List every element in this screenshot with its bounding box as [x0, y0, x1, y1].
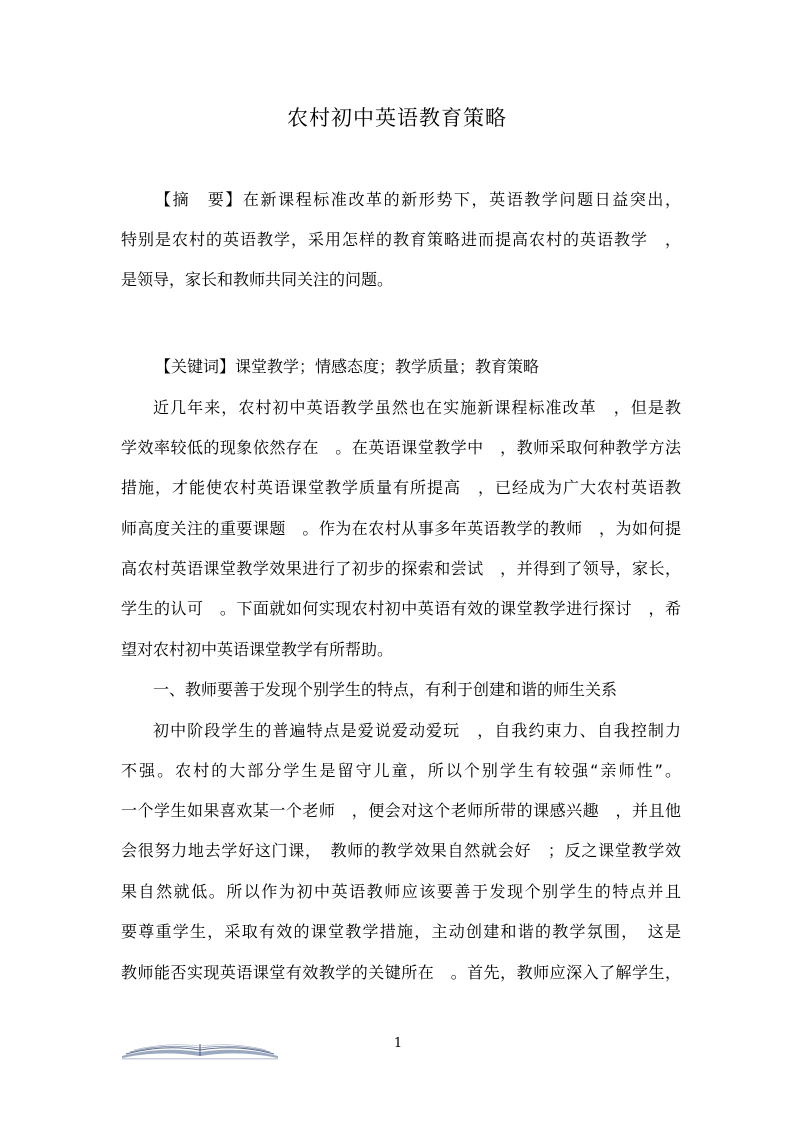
body-line-6: 学生的认可 。下面就如何实现农村初中英语有效的课堂教学进行探讨 ，希 — [121, 599, 681, 618]
document-title: 农村初中英语教育策略 — [287, 106, 507, 130]
body-line-8: 初中阶段学生的普遍特点是爱说爱动爱玩 ，自我约束力、自我控制力 — [153, 721, 681, 740]
abstract-line-2: 特别是农村的英语教学，采用怎样的教育策略进而提高农村的英语教学 ， — [121, 230, 681, 249]
body-line-10: 一个学生如果喜欢某一个老师 ，便会对这个老师所带的课感兴趣 ，并且他 — [121, 801, 681, 820]
body-line-5: 高农村英语课堂教学效果进行了初步的探索和尝试 ，并得到了领导，家长， — [121, 559, 681, 578]
body-line-1: 近几年来，农村初中英语教学虽然也在实施新课程标准改革 ，但是教 — [153, 398, 681, 417]
abstract-line-3: 是领导，家长和教师共同关注的问题。 — [121, 270, 394, 289]
abstract-line-1: 【摘 要】在新课程标准改革的新形势下，英语教学问题日益突出， — [155, 190, 681, 209]
body-line-3: 措施，才能使农村英语课堂教学质量有所提高 ，已经成为广大农村英语教 — [121, 478, 681, 497]
page-number: 1 — [393, 1036, 403, 1051]
body-line-13: 要尊重学生，采取有效的课堂教学措施，主动创建和谐的教学氛围， 这是 — [121, 922, 681, 941]
body-line-2: 学效率较低的现象依然存在 。在英语课堂教学中 ，教师采取何种教学方法 — [121, 438, 681, 457]
body-line-7: 望对农村初中英语课堂教学有所帮助。 — [121, 640, 394, 659]
body-line-4: 师高度关注的重要课题 。作为在农村从事多年英语教学的教师 ，为如何提 — [121, 519, 681, 538]
open-book-icon — [120, 1040, 280, 1060]
body-line-14: 教师能否实现英语课堂有效教学的关键所在 。首先，教师应深入了解学生， — [121, 963, 681, 982]
keywords-line: 【关键词】课堂教学；情感态度；教学质量；教育策略 — [155, 357, 540, 376]
body-line-11: 会很努力地去学好这门课， 教师的教学效果自然就会好 ；反之课堂教学效 — [121, 841, 681, 860]
section-heading-1: 一、教师要善于发现个别学生的特点，有利于创建和谐的师生关系 — [153, 680, 618, 699]
body-line-12: 果自然就低。所以作为初中英语教师应该要善于发现个别学生的特点并且 — [121, 882, 681, 901]
body-line-9: 不强。农村的大部分学生是留守儿童，所以个别学生有较强“亲师性”。 — [121, 761, 681, 780]
